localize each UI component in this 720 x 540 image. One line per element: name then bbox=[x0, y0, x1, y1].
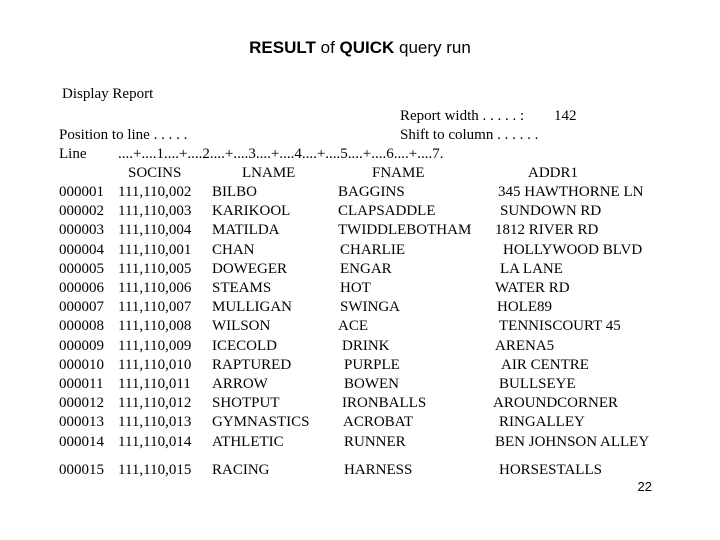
row-addr1: WATER RD bbox=[495, 280, 570, 296]
row-socins: 111,110,010 bbox=[118, 356, 192, 373]
row-lname: STEAMS bbox=[212, 280, 272, 296]
table-row[interactable] bbox=[0, 356, 720, 375]
row-addr1: 1812 RIVER RD bbox=[495, 222, 599, 239]
row-socins: 111,110,006 bbox=[118, 280, 192, 296]
row-line-number: 000011 bbox=[59, 376, 104, 392]
table-row[interactable] bbox=[0, 298, 720, 317]
row-addr1: BULLSEYE bbox=[499, 376, 576, 392]
row-addr1: AIR CENTRE bbox=[501, 356, 589, 373]
row-lname: MULLIGAN bbox=[212, 299, 292, 316]
shift-to-column-prompt[interactable]: Shift to column . . . . . . bbox=[400, 127, 539, 143]
row-addr1: ARENA5 bbox=[495, 337, 555, 354]
row-fname: BAGGINS bbox=[338, 184, 405, 200]
table-row[interactable] bbox=[0, 337, 720, 356]
row-socins: 111,110,004 bbox=[118, 222, 192, 239]
row-line-number: 000006 bbox=[59, 280, 104, 296]
column-header-lname: LNAME bbox=[242, 165, 296, 181]
title-quick: QUICK bbox=[339, 38, 395, 57]
title-result: RESULT bbox=[249, 38, 316, 57]
row-line-number: 000004 bbox=[59, 241, 104, 258]
title-of: of bbox=[315, 38, 340, 57]
row-socins: 111,110,011 bbox=[118, 376, 191, 392]
row-fname: ENGAR bbox=[340, 260, 392, 277]
row-fname: IRONBALLS bbox=[342, 395, 427, 412]
column-header-fname: FNAME bbox=[372, 165, 425, 181]
row-fname: PURPLE bbox=[344, 356, 400, 373]
row-lname: ATHLETIC bbox=[212, 433, 284, 450]
row-socins: 111,110,009 bbox=[118, 337, 192, 354]
row-line-number: 000005 bbox=[59, 260, 104, 277]
row-fname: HARNESS bbox=[344, 461, 413, 478]
row-addr1: 345 HAWTHORNE LN bbox=[498, 184, 644, 200]
row-addr1: SUNDOWN RD bbox=[500, 203, 602, 220]
row-addr1: TENNISCOURT 45 bbox=[499, 318, 621, 335]
row-line-number: 000008 bbox=[59, 318, 104, 335]
row-lname: SHOTPUT bbox=[212, 395, 280, 412]
title-query-run: query run bbox=[394, 38, 471, 57]
row-addr1: AROUNDCORNER bbox=[493, 395, 619, 412]
row-line-number: 000010 bbox=[59, 356, 104, 373]
row-line-number: 000015 bbox=[59, 461, 104, 478]
row-addr1: BEN JOHNSON ALLEY bbox=[495, 433, 650, 450]
row-fname: DRINK bbox=[342, 337, 390, 354]
row-fname: SWINGA bbox=[340, 299, 400, 316]
table-row[interactable] bbox=[0, 260, 720, 279]
row-line-number: 000014 bbox=[59, 433, 104, 450]
row-socins: 111,110,015 bbox=[118, 461, 192, 478]
row-lname: WILSON bbox=[212, 318, 271, 335]
row-addr1: LA LANE bbox=[500, 260, 563, 277]
row-socins: 111,110,002 bbox=[118, 184, 192, 200]
row-fname: RUNNER bbox=[344, 433, 406, 450]
row-line-number: 000007 bbox=[59, 299, 104, 316]
table-row[interactable] bbox=[0, 375, 720, 394]
row-addr1: RINGALLEY bbox=[499, 414, 585, 431]
column-header-addr1: ADDR1 bbox=[528, 165, 579, 181]
column-ruler: ....+....1....+....2....+....3....+....4....+....5....+....6....+....7. bbox=[118, 146, 444, 162]
row-line-number: 000001 bbox=[59, 184, 104, 200]
row-lname: RACING bbox=[212, 461, 270, 478]
report-width-label: Report width . . . . . : bbox=[400, 108, 525, 124]
row-addr1: HOLLYWOOD BLVD bbox=[503, 241, 643, 258]
row-line-number: 000002 bbox=[59, 203, 104, 220]
ruler-label: Line bbox=[59, 146, 87, 162]
table-row[interactable] bbox=[0, 394, 720, 413]
row-lname: ARROW bbox=[212, 376, 268, 392]
table-row[interactable] bbox=[0, 279, 720, 298]
table-row[interactable] bbox=[0, 183, 720, 202]
row-addr1: HORSESTALLS bbox=[499, 461, 602, 478]
row-socins: 111,110,003 bbox=[118, 203, 192, 220]
row-lname: ICECOLD bbox=[212, 337, 277, 354]
row-socins: 111,110,008 bbox=[118, 318, 192, 335]
row-fname: HOT bbox=[340, 280, 371, 296]
row-lname: KARIKOOL bbox=[212, 203, 291, 220]
row-socins: 111,110,001 bbox=[118, 241, 192, 258]
display-report-heading: Display Report bbox=[62, 86, 154, 102]
table-row[interactable] bbox=[0, 202, 720, 221]
row-socins: 111,110,013 bbox=[118, 414, 192, 431]
table-row[interactable] bbox=[0, 221, 720, 240]
row-addr1: HOLE89 bbox=[497, 299, 552, 316]
table-row[interactable] bbox=[0, 413, 720, 432]
row-line-number: 000012 bbox=[59, 395, 104, 412]
row-socins: 111,110,007 bbox=[118, 299, 192, 316]
table-row[interactable] bbox=[0, 317, 720, 336]
row-lname: MATILDA bbox=[212, 222, 280, 239]
row-socins: 111,110,014 bbox=[118, 433, 192, 450]
report-width-value: 142 bbox=[554, 108, 577, 124]
table-row[interactable] bbox=[0, 241, 720, 260]
row-fname: ACE bbox=[338, 318, 368, 335]
row-lname: DOWEGER bbox=[212, 260, 287, 277]
row-lname: GYMNASTICS bbox=[212, 414, 310, 431]
row-lname: CHAN bbox=[212, 241, 255, 258]
table-row[interactable] bbox=[0, 461, 720, 480]
table-row[interactable] bbox=[0, 433, 720, 452]
row-lname: RAPTURED bbox=[212, 356, 292, 373]
page-number: 22 bbox=[637, 479, 652, 494]
row-fname: CHARLIE bbox=[340, 241, 405, 258]
row-line-number: 000009 bbox=[59, 337, 104, 354]
row-line-number: 000003 bbox=[59, 222, 104, 239]
row-socins: 111,110,012 bbox=[118, 395, 192, 412]
row-lname: BILBO bbox=[212, 184, 257, 200]
row-fname: CLAPSADDLE bbox=[338, 203, 436, 220]
row-fname: TWIDDLEBOTHAM bbox=[338, 222, 472, 239]
row-fname: ACROBAT bbox=[343, 414, 414, 431]
row-socins: 111,110,005 bbox=[118, 260, 192, 277]
column-header-socins: SOCINS bbox=[128, 165, 182, 181]
row-fname: BOWEN bbox=[344, 376, 399, 392]
row-line-number: 000013 bbox=[59, 414, 104, 431]
position-to-line-prompt[interactable]: Position to line . . . . . bbox=[59, 127, 188, 143]
